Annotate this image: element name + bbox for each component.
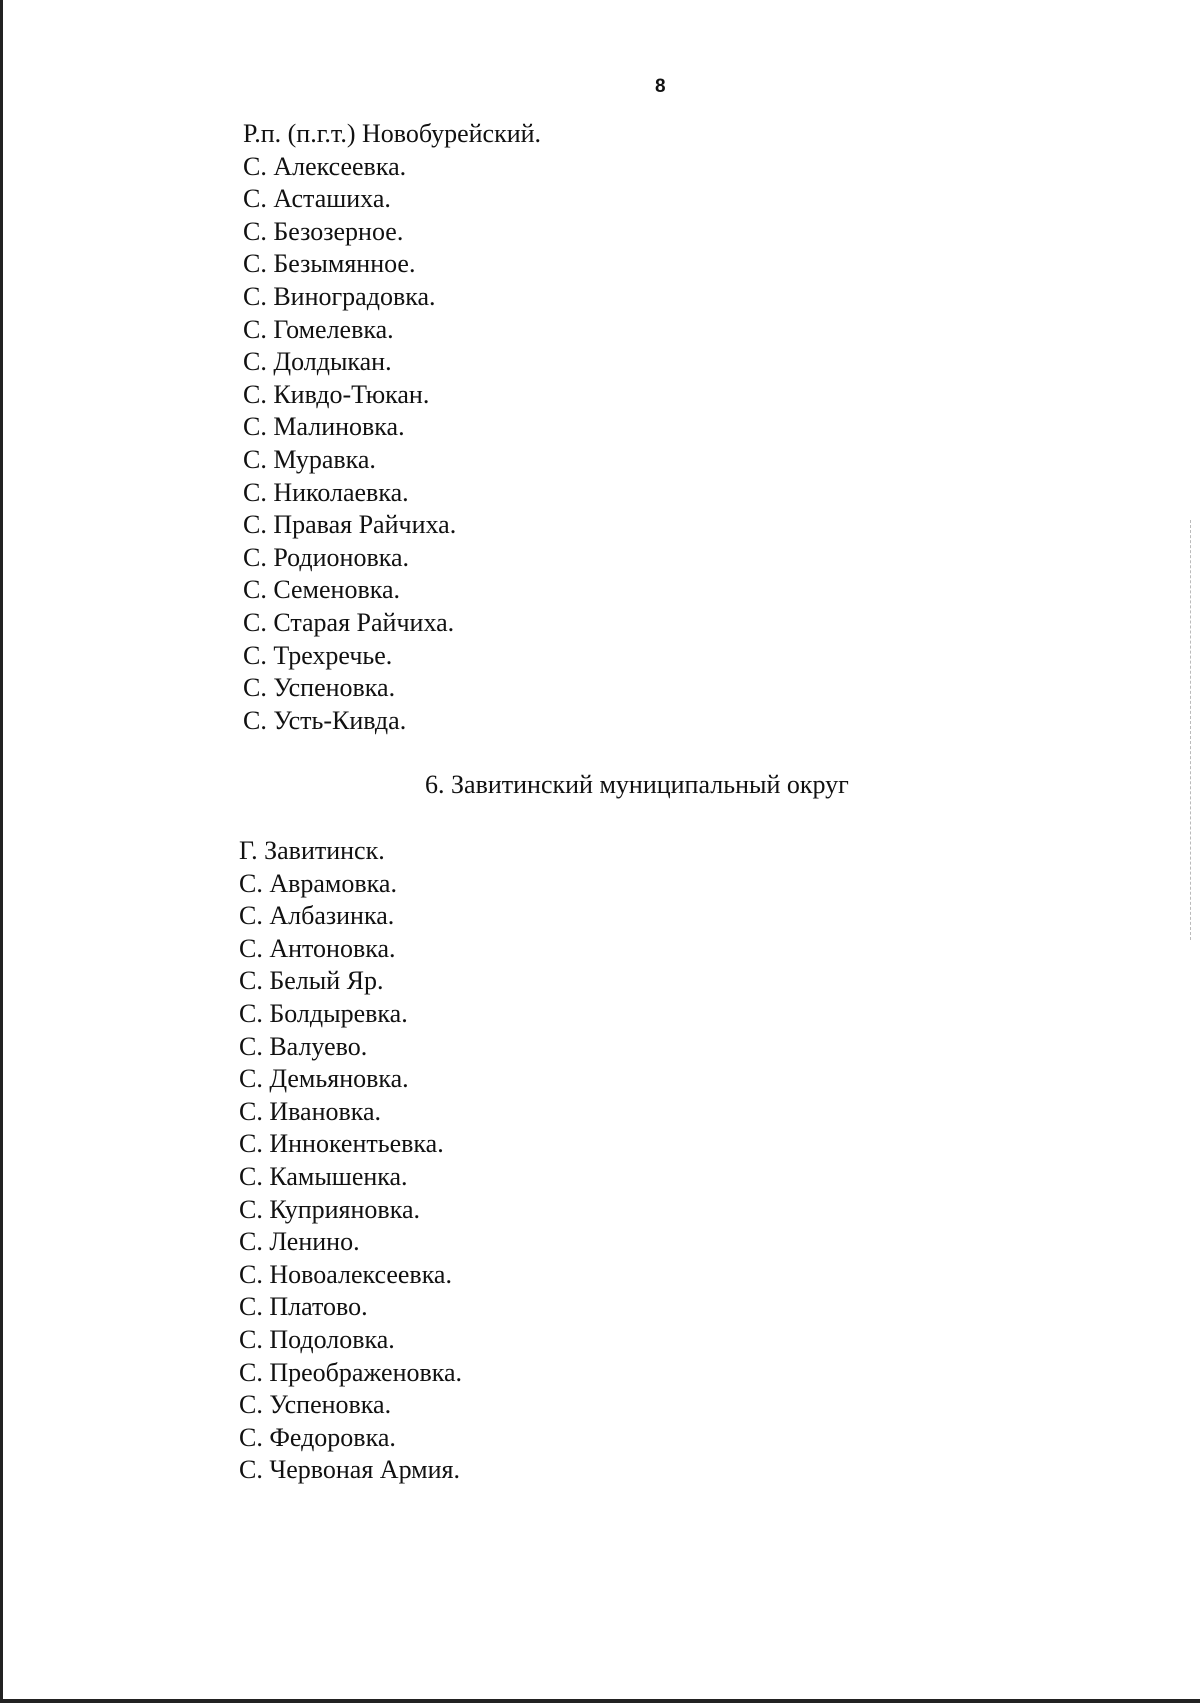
list-item: С. Албазинка. [239,901,395,931]
list-item: С. Усть-Кивда. [243,705,407,735]
list-item: С. Алексеевка. [243,151,407,181]
section-heading: 6. Завитинский муниципальный округ [425,770,849,799]
list-item: С. Безозерное. [243,216,404,246]
list-item: С. Родионовка. [243,542,410,572]
list-item: С. Червоная Армия. [239,1455,460,1485]
page-number: 8 [655,76,666,97]
list-item: С. Аврамовка. [239,868,397,898]
list-item: С. Белый Яр. [239,966,384,996]
list-item: С. Антоновка. [239,933,396,963]
scan-right-artifact [1190,520,1192,940]
list-item: С. Подоловка. [239,1324,395,1354]
list-item: С. Трехречье. [243,640,393,670]
list-item: С. Иннокентьевка. [239,1129,444,1159]
settlement-list-section-5 [243,118,541,737]
list-item: С. Куприяновка. [239,1194,420,1224]
list-item: С. Виноградовка. [243,281,436,311]
list-item: С. Малиновка. [243,412,405,442]
list-item: С. Валуево. [239,1031,368,1061]
list-item: С. Ивановка. [239,1096,382,1126]
list-item: С. Демьяновка. [239,1064,409,1094]
list-item: Р.п. (п.г.т.) Новобурейский. [243,119,542,148]
list-item: С. Федоровка. [239,1422,396,1452]
list-item: С. Камышенка. [239,1161,408,1191]
list-item: С. Платово. [239,1292,368,1322]
list-item: Г. Завитинск. [239,836,385,865]
list-item: С. Гомелевка. [243,314,394,344]
list-item: С. Муравка. [243,444,376,474]
list-item: С. Безымянное. [243,249,416,279]
list-item: С. Успеновка. [239,1390,392,1420]
list-item: С. Болдыревка. [239,998,408,1028]
list-item: С. Успеновка. [243,673,396,703]
scan-left-border [0,0,3,1703]
list-item: С. Долдыкан. [243,347,392,377]
list-item: С. Семеновка. [243,575,401,605]
list-item: С. Преображеновка. [239,1357,463,1387]
list-item: С. Старая Райчиха. [243,607,455,637]
list-item: С. Новоалексеевка. [239,1259,452,1289]
settlement-list-section-6 [239,835,462,1487]
list-item: С. Кивдо-Тюкан. [243,379,430,409]
list-item: С. Николаевка. [243,477,409,507]
scan-bottom-border [0,1699,1200,1703]
list-item: С. Ленино. [239,1227,360,1257]
list-item: С. Правая Райчиха. [243,510,457,540]
list-item: С. Асташиха. [243,184,391,214]
